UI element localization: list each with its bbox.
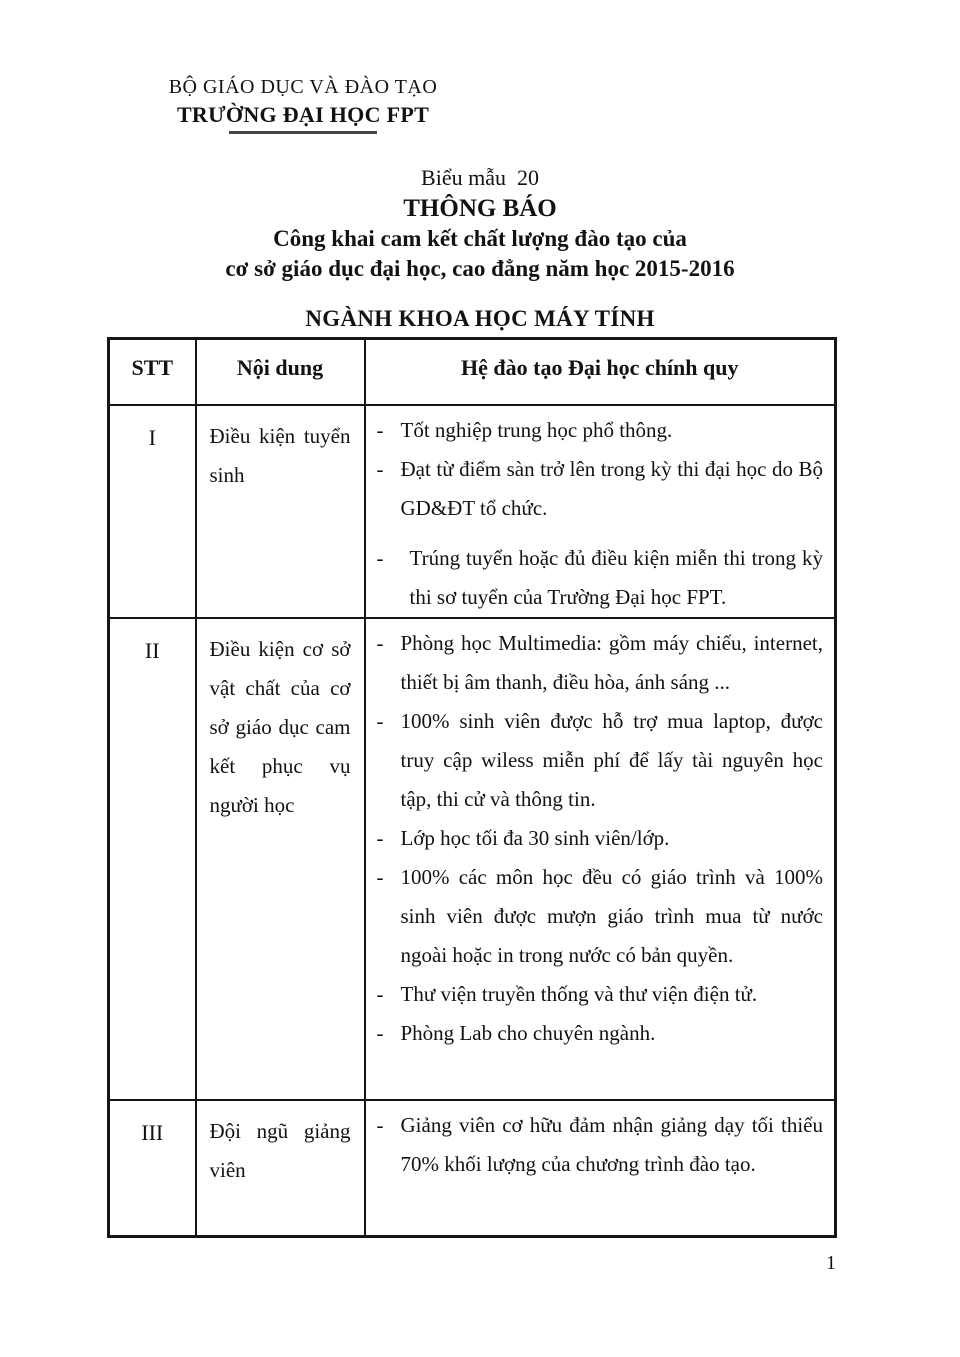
bullet-item xyxy=(377,702,824,819)
letterhead-underline xyxy=(229,131,377,134)
bullet-item xyxy=(377,975,824,1014)
bullet-text: Thư viện truyền thống và thư viện điện tử. xyxy=(400,982,758,1006)
bullet-text: Giảng viên cơ hữu đảm nhận giảng dạy tối thiểu 70% khối lượng của chương trình đào tạo. xyxy=(400,1113,823,1176)
dash-bullet: - xyxy=(376,546,384,570)
letterhead xyxy=(152,74,454,134)
commitment-table xyxy=(107,337,837,1238)
bullet-text: 100% sinh viên được hỗ trợ mua laptop, được truy cập wiless miễn phí để lấy tài nguyên học tập, thi cử và thông tin. xyxy=(400,709,823,811)
table-row-faculty xyxy=(109,1100,836,1236)
bullet-item xyxy=(377,858,824,975)
row-content xyxy=(365,405,836,618)
ministry-name: BỘ GIÁO DỤC VÀ ĐÀO TẠO xyxy=(168,76,438,98)
bullet-text: Đạt từ điểm sàn trở lên trong kỳ thi đại học do Bộ GD&ĐT tổ chức. xyxy=(400,457,823,520)
bullet-text: Phòng học Multimedia: gồm máy chiếu, internet, thiết bị âm thanh, điều hòa, ánh sáng ... xyxy=(400,631,823,694)
row-content xyxy=(365,618,836,1100)
row-index: I xyxy=(109,405,196,618)
bullet-text: Trúng tuyển hoặc đủ điều kiện miễn thi trong kỳ thi sơ tuyển của Trường Đại học FPT. xyxy=(409,546,823,609)
bullet-item xyxy=(377,1106,824,1184)
notice-title: THÔNG BÁO xyxy=(403,195,557,222)
col-header-stt: STT xyxy=(109,339,196,406)
row-index: III xyxy=(109,1100,196,1236)
dash-bullet: - xyxy=(376,826,384,850)
form-label: Biểu mẫu 20 xyxy=(421,165,539,190)
dash-bullet: - xyxy=(376,982,384,1006)
major-title: NGÀNH KHOA HỌC MÁY TÍNH xyxy=(305,306,655,331)
row-topic: Đội ngũ giảng viên xyxy=(196,1100,365,1236)
subtitle-line-1: Công khai cam kết chất lượng đào tạo của xyxy=(273,226,687,251)
bullet-item xyxy=(377,1014,824,1053)
title-block xyxy=(0,163,960,284)
page-number: 1 xyxy=(826,1252,836,1274)
table-row-facilities xyxy=(109,618,836,1100)
bullet-text: Phòng Lab cho chuyên ngành. xyxy=(400,1021,656,1045)
bullet-text: Lớp học tối đa 30 sinh viên/lớp. xyxy=(400,826,670,850)
col-header-noi-dung: Nội dung xyxy=(196,339,365,406)
dash-bullet: - xyxy=(376,631,384,655)
row-topic: Điều kiện tuyển sinh xyxy=(196,405,365,618)
col-header-he-dao-tao: Hệ đào tạo Đại học chính quy xyxy=(365,339,836,406)
subtitle-line-2: cơ sở giáo dục đại học, cao đẳng năm học 2015-2016 xyxy=(225,256,735,281)
bullet-item xyxy=(377,624,824,702)
dash-bullet: - xyxy=(376,865,384,889)
row-content xyxy=(365,1100,836,1236)
table-header-row xyxy=(109,339,836,406)
bullet-item xyxy=(377,819,824,858)
row-topic: Điều kiện cơ sở vật chất của cơ sở giáo dục cam kết phục vụ người học xyxy=(196,618,365,1100)
university-name: TRƯỜNG ĐẠI HỌC FPT xyxy=(176,102,430,127)
table-row-admission xyxy=(109,405,836,618)
bullet-item xyxy=(377,539,824,617)
dash-bullet: - xyxy=(376,457,384,481)
dash-bullet: - xyxy=(376,1021,384,1045)
bullet-item xyxy=(377,411,824,450)
dash-bullet: - xyxy=(376,1113,384,1137)
dash-bullet: - xyxy=(376,709,384,733)
dash-bullet: - xyxy=(376,418,384,442)
row-index: II xyxy=(109,618,196,1100)
bullet-text: 100% các môn học đều có giáo trình và 100% sinh viên được mượn giáo trình mua từ nước ngoài hoặc in trong nước có bản quyền. xyxy=(400,865,823,967)
bullet-item xyxy=(377,450,824,528)
bullet-text: Tốt nghiệp trung học phổ thông. xyxy=(400,418,673,442)
